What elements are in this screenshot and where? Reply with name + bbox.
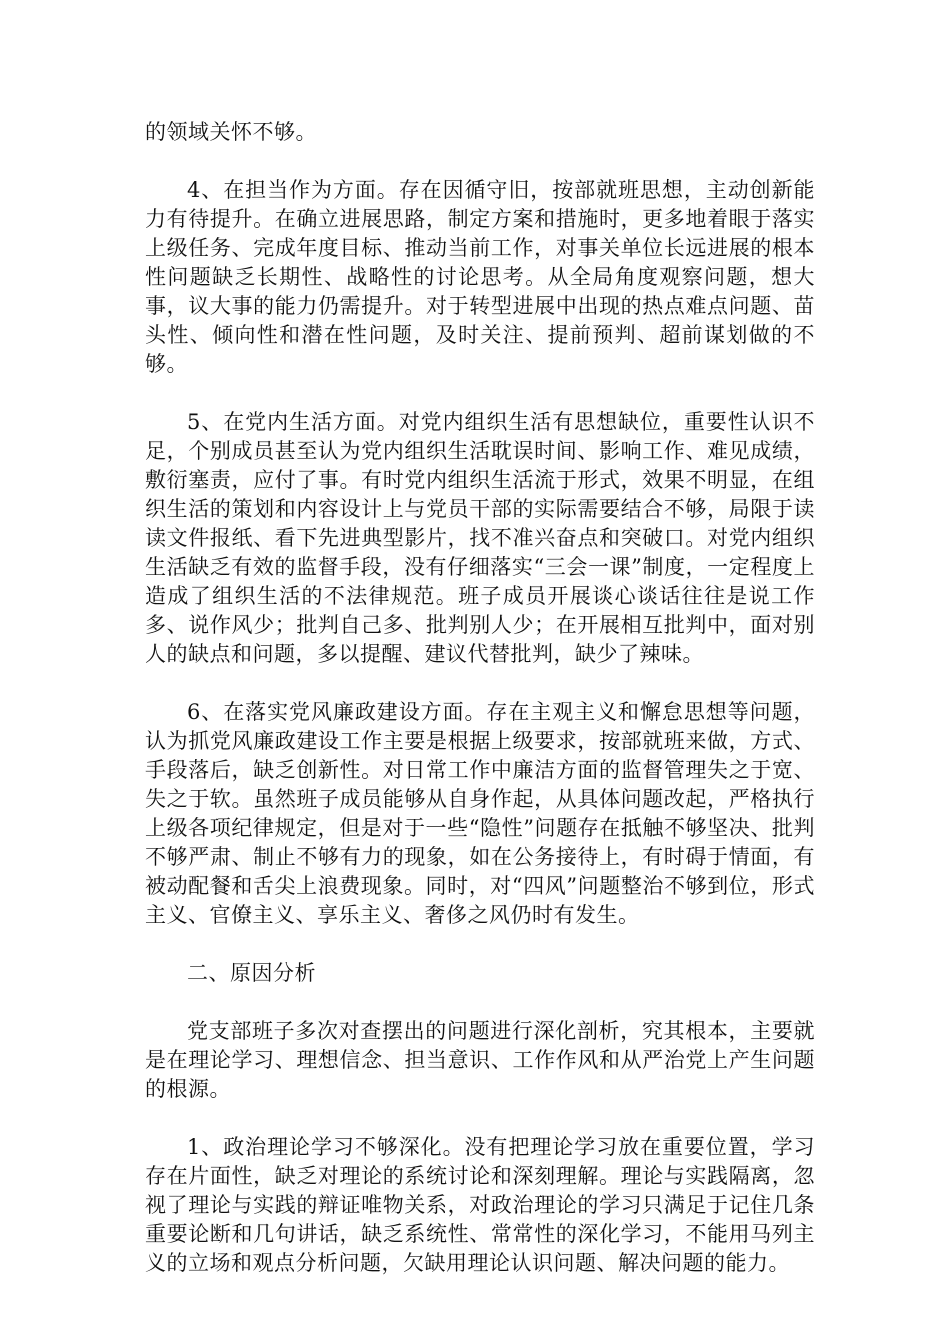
section-heading-cause-analysis: 二、原因分析 — [187, 961, 316, 985]
paragraph-item-6: 6、在落实党风廉政建设方面。存在主观主义和懈怠思想等问题，认为抓党风廉政建设工作主要是根据上级要求，按部就班来做，方式、手段落后，缺乏创新性。对日常工作中廉洁方面的监督管理失之于宽、失之于软。虽然班子成员能够从自身作起，从具体问题改起，严格执行上级各项纪律规定，但是对于一些“隐性”问题存在抵触不够坚决、批判不够严肃、制止不够有力的现象，如在公务接待上，有时碍于情面，有被动配餐和舌尖上浪费现象。同时，对“四风”问题整治不够到位，形式主义、官僚主义、享乐主义、奢侈之风仍时有发生。 — [145, 700, 815, 927]
paragraph-item-5: 5、在党内生活方面。对党内组织生活有思想缺位，重要性认识不足，个别成员甚至认为党内组织生活耽误时间、影响工作、难见成绩，敷衍塞责，应付了事。有时党内组织生活流于形式，效果不明显，在组织生活的策划和内容设计上与党员干部的实际需要结合不够，局限于读读文件报纸、看下先进典型影片，找不准兴奋点和突破口。对党内组织生活缺乏有效的监督手段，没有仔细落实“三会一课”制度，一定程度上造成了组织生活的不法律规范。班子成员开展谈心谈话往往是说工作多、说作风少；批判自己多、批判别人少；在开展相互批判中，面对别人的缺点和问题，多以提醒、建议代替批判，缺少了辣味。 — [145, 410, 815, 666]
paragraph-continuation: 的领域关怀不够。 — [145, 120, 317, 144]
document-body — [145, 118, 815, 1307]
paragraph-intro: 党支部班子多次对查摆出的问题进行深化剖析，究其根本，主要就是在理论学习、理想信念、担当意识、工作作风和从严治党上产生问题的根源。 — [145, 1019, 815, 1101]
paragraph-cause-1: 1、政治理论学习不够深化。没有把理论学习放在重要位置，学习存在片面性，缺乏对理论的系统讨论和深刻理解。理论与实践隔离，忽视了理论与实践的辩证唯物关系，对政治理论的学习只满足于记住几条重要论断和几句讲话，缺乏系统性、常常性的深化学习，不能用马列主义的立场和观点分析问题，欠缺用理论认识问题、解决问题的能力。 — [145, 1135, 815, 1275]
paragraph-item-4: 4、在担当作为方面。存在因循守旧，按部就班思想，主动创新能力有待提升。在确立进展思路，制定方案和措施时，更多地着眼于落实上级任务、完成年度目标、推动当前工作，对事关单位长远进展的根本性问题缺乏长期性、战略性的讨论思考。从全局角度观察问题，想大事，议大事的能力仍需提升。对于转型进展中出现的热点难点问题、苗头性、倾向性和潜在性问题，及时关注、提前预判、超前谋划做的不够。 — [145, 178, 815, 376]
